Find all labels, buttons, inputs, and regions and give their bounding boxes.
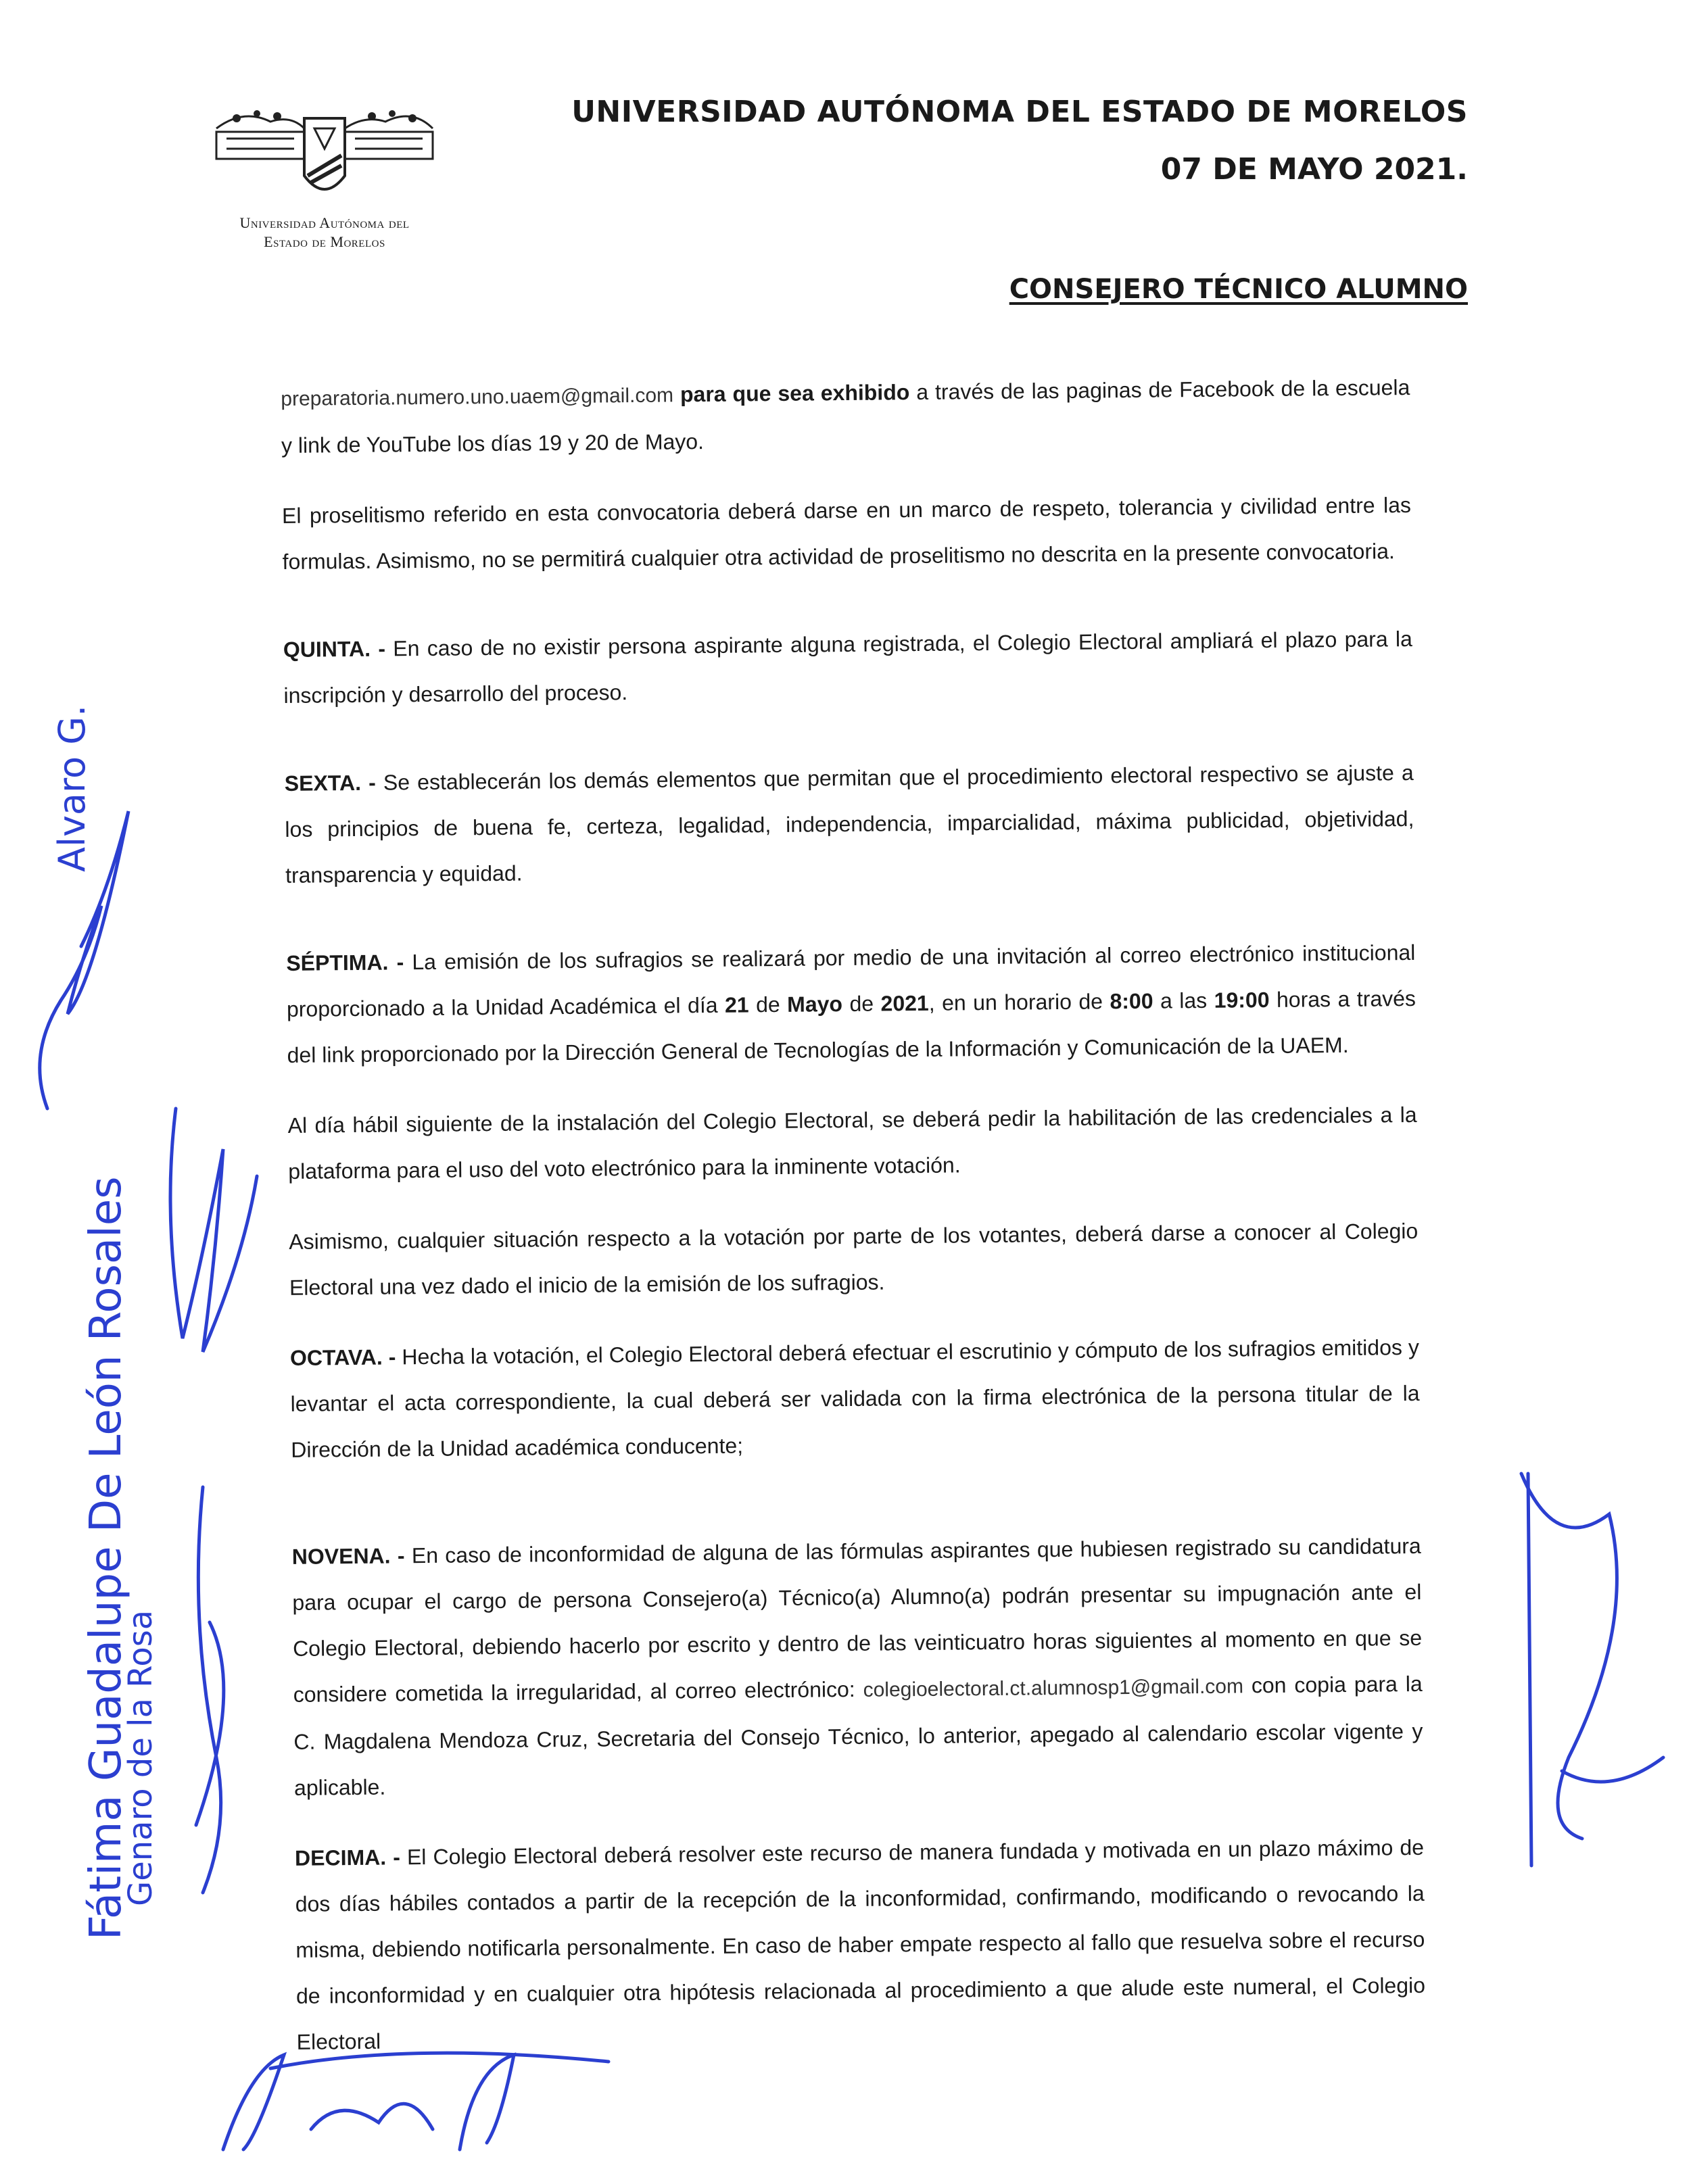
handwritten-name-1: Fátima Guadalupe De León Rosales (81, 1176, 131, 1940)
exhibition-bold: para que sea exhibido (680, 380, 910, 407)
clause-sexta (284, 750, 1414, 898)
paragraph-proselytism: El proselitismo referido en esta convocatoria deberá darse en un marco de respeto, tolerancia y civilidad entre las formulas. Asimismo, no se permitirá cualquier otra actividad de proselitismo no descrita en la presente convocatoria. (281, 492, 1412, 574)
exhibition-text: a través de las paginas de Facebook de la escuela y link de YouTube los días 19 y 20 de Mayo. (281, 374, 1410, 458)
clause-label: NOVENA. - (291, 1543, 405, 1569)
council-heading: CONSEJERO TÉCNICO ALUMNO (1009, 274, 1468, 305)
handwritten-name-3: Alvaro G. (51, 704, 93, 872)
signature-scribble-5 (1528, 1474, 1531, 1866)
clause-text: de (842, 991, 881, 1017)
paragraph-exhibition (281, 364, 1410, 468)
vote-end-time: 19:00 (1214, 988, 1270, 1013)
logo-caption-line1: Universidad Autónoma del (239, 214, 410, 231)
clause-text: Se establecerán los demás elementos que permitan que el procedimiento electoral respectivo se ajuste a los principios de buena fe, certeza, legalidad, independencia, imparcialidad, máxima publicidad, objetividad, transparencia y equidad. (285, 760, 1414, 888)
vote-start-time: 8:00 (1110, 988, 1153, 1014)
clause-text: , en un horario de (928, 989, 1110, 1015)
clause-text: a las (1153, 988, 1214, 1013)
clause-text: En caso de no existir persona aspirante alguna registrada, el Colegio Electoral ampliará el plazo para la inscripción y desarrollo del proceso. (283, 626, 1413, 708)
clause-label: SÉPTIMA. - (286, 950, 404, 975)
vote-month: Mayo (787, 992, 843, 1017)
clause-text: La emisión de los sufragios se realizará por medio de una invitación al correo electrónico institucional proporcionado a la Unidad Académica el día (286, 940, 1416, 1021)
clause-decima (295, 1824, 1426, 2065)
coat-of-arms-icon (203, 101, 446, 210)
clause-label: OCTAVA. - (289, 1344, 396, 1370)
clause-text: El Colegio Electoral deberá resolver este recurso de manera fundada y motivada en un plazo máximo de dos días hábiles contados a partir de la recepción de la inconformidad, confirmando, modificando o revocando la misma, debiendo notificarla personalmente. En caso de haber empate respecto al fallo que resuelva sobre el recurso de inconformidad y en cualquier otra hipótesis relacionada al procedimiento a que alude este numeral, el Colegio Electoral (295, 1835, 1426, 2054)
clause-text: de (748, 992, 788, 1017)
signature-scribble-2 (170, 1109, 257, 1352)
signature-scribble-3 (196, 1487, 224, 1893)
document-date: 07 DE MAYO 2021. (1160, 152, 1468, 187)
clause-text: En caso de inconformidad de alguna de las fórmulas aspirantes que hubiesen registrado su candidatura para ocupar el cargo de persona Consejero(a) Técnico(a) Alumno(a) podrán presentar su impugnación ante el Colegio Electoral, debiendo hacerlo por escrito y dentro de las veinticuatro horas siguientes al momento en que se considere cometida la irregularidad, al correo electrónico: (292, 1533, 1423, 1707)
clause-label: DECIMA. - (294, 1845, 401, 1870)
clause-octava (290, 1324, 1421, 1473)
logo-caption (189, 214, 460, 251)
university-logo (189, 101, 460, 251)
clause-label: QUINTA. - (283, 636, 386, 662)
electoral-email: colegioelectoral.ct.alumnosp1@gmail.com (863, 1675, 1244, 1701)
clause-text: Hecha la votación, el Colegio Electoral deberá efectuar el escrutinio y cómputo de los sufragios emitidos y levantar el acta correspondiente, la cual deberá ser validada con la firma electrónica de la persona titular de la Dirección de la Unidad académica conducente; (290, 1334, 1420, 1462)
paragraph-enabling: Al día hábil siguiente de la instalación del Colegio Electoral, se deberá pedir la habilitación de las credenciales a la plataforma para el uso del voto electrónico para la inminente votación. (287, 1102, 1417, 1184)
clause-label: SEXTA. - (284, 770, 376, 796)
clause-text: horas a través del link proporcionado por la Dirección General de Tecnologías de la Información y Comunicación de la UAEM. (287, 986, 1416, 1067)
handwritten-name-2: Genaro de la Rosa (122, 1609, 160, 1906)
signature-scribble-4 (1521, 1474, 1663, 1839)
vote-year: 2021 (880, 990, 929, 1016)
logo-caption-line2: Estado de Morelos (264, 233, 385, 250)
document-body (281, 364, 1426, 2089)
paragraph-situations: Asimismo, cualquier situación respecto a la votación por parte de los votantes, deberá darse a conocer al Colegio Electoral una vez dado el inicio de la emisión de los sufragios. (289, 1218, 1419, 1300)
clause-novena (291, 1523, 1423, 1811)
university-title: UNIVERSIDAD AUTÓNOMA DEL ESTADO DE MORELOS (571, 95, 1468, 129)
vote-day: 21 (724, 992, 749, 1017)
clause-septima (286, 929, 1416, 1078)
school-email: preparatoria.numero.uno.uaem@gmail.com (281, 384, 674, 410)
clause-quinta (283, 616, 1413, 719)
clause-text: con copia para la C. Magdalena Mendoza Cruz, Secretaria del Consejo Técnico, lo anterior, apegado al calendario escolar vigente y aplicable. (293, 1671, 1423, 1800)
